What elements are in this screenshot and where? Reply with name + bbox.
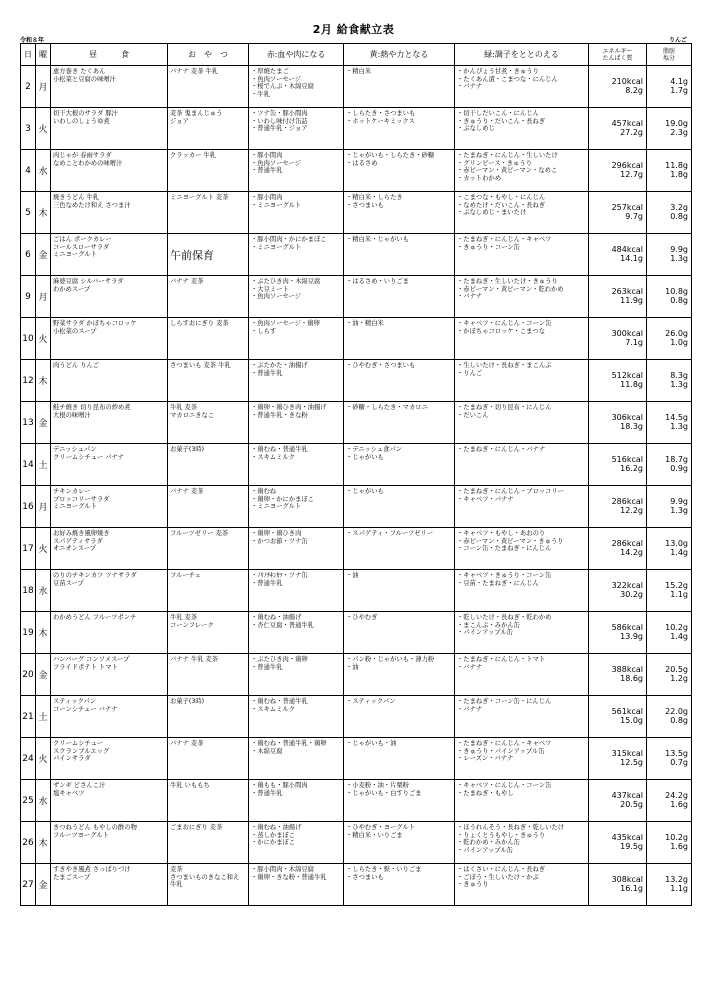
table-row [21, 276, 692, 318]
weekday-cell: 月 [36, 276, 51, 318]
energy-protein-cell [589, 318, 647, 360]
protein-value: 11.9g [620, 295, 643, 305]
lunch-cell: 麻婆豆腐 シルバーサラダ わかめスープ [51, 276, 168, 318]
salt-value: 1.6g [670, 799, 688, 809]
fat-value: 4.1g [670, 77, 688, 86]
red-foods-cell: ・豚小間肉・かにかまぼこ ・ミニヨーグルト [249, 234, 344, 276]
lunch-cell: 肉うどん りんご [51, 360, 168, 402]
fat-value: 26.0g [665, 329, 688, 338]
fat-salt-cell [647, 318, 692, 360]
table-row [21, 864, 692, 906]
table-row [21, 150, 692, 192]
energy-value: 388kcal [611, 665, 643, 674]
menu-body [21, 66, 692, 906]
table-row [21, 528, 692, 570]
red-foods-cell: ・鶏卵・鶏ひき肉・油揚げ ・普通牛乳・きな粉 [249, 402, 344, 444]
protein-value: 12.5g [620, 757, 643, 767]
salt-value: 0.8g [670, 211, 688, 221]
table-row [21, 822, 692, 864]
table-row [21, 696, 692, 738]
weekday-cell: 水 [36, 150, 51, 192]
fat-value: 18.7g [665, 455, 688, 464]
energy-protein-cell [589, 822, 647, 864]
weekday-cell: 月 [36, 486, 51, 528]
fat-salt-cell [647, 360, 692, 402]
yellow-foods-cell: ・精白米・じゃがいも [344, 234, 455, 276]
green-foods-cell: ・キャベツ・にんじん・コーン缶 ・たまねぎ・もやし [455, 780, 589, 822]
salt-value: 1.8g [670, 169, 688, 179]
snack-cell: 牛乳 いももち [168, 780, 249, 822]
yellow-foods-cell: ・精白米 [344, 66, 455, 108]
energy-value: 435kcal [611, 833, 643, 842]
fat-salt-cell [647, 66, 692, 108]
yellow-foods-cell: ・しらたき・さつまいも ・ホットケーキミックス [344, 108, 455, 150]
lunch-cell: 野菜サラダ かぼちゃコロッケ 小松菜のスープ [51, 318, 168, 360]
weekday-cell: 土 [36, 696, 51, 738]
day-cell: 12 [21, 360, 36, 402]
lunch-cell: チキンカレー ブロッコリーサラダ ミニヨーグルト [51, 486, 168, 528]
yellow-foods-cell: ・じゃがいも [344, 486, 455, 528]
header-energy: エネルギー たんぱく質 [589, 44, 647, 66]
energy-protein-cell [589, 864, 647, 906]
fat-value: 14.5g [665, 413, 688, 422]
yellow-foods-cell: ・精白米・しらたき ・さつまいも [344, 192, 455, 234]
salt-value: 1.3g [670, 505, 688, 515]
red-foods-cell: ・豚小間肉 ・魚肉ソーセージ ・普通牛乳 [249, 150, 344, 192]
salt-value: 1.0g [670, 337, 688, 347]
snack-cell: 麦茶 鬼まんじゅう ジョア [168, 108, 249, 150]
snack-cell: ごまおにぎり 麦茶 [168, 822, 249, 864]
day-cell: 19 [21, 612, 36, 654]
salt-value: 1.2g [670, 673, 688, 683]
salt-value: 1.3g [670, 421, 688, 431]
energy-value: 457kcal [611, 119, 643, 128]
weekday-cell: 木 [36, 822, 51, 864]
energy-value: 286kcal [611, 497, 643, 506]
salt-value: 1.1g [670, 883, 688, 893]
snack-cell: バナナ 牛乳 麦茶 [168, 654, 249, 696]
protein-value: 11.8g [620, 379, 643, 389]
red-foods-cell: ・鶏卵・鶏ひき肉 ・かつお節・ツナ缶 [249, 528, 344, 570]
protein-value: 16.1g [620, 883, 643, 893]
green-foods-cell: ・たまねぎ・にんじん・生しいたけ ・グリンピース・きゅうり ・赤ピーマン・黄ピーマン・なめこ ・カットわかめ [455, 150, 589, 192]
day-cell: 6 [21, 234, 36, 276]
energy-protein-cell [589, 360, 647, 402]
fat-salt-cell [647, 570, 692, 612]
yellow-foods-cell: ・砂糖・しらたき・マカロニ [344, 402, 455, 444]
red-foods-cell: ・鶏むね・普通牛乳 ・スキムミルク [249, 696, 344, 738]
fat-salt-cell [647, 276, 692, 318]
yellow-foods-cell: ・はるさめ・いりごま [344, 276, 455, 318]
header-weekday: 曜 [36, 44, 51, 66]
yellow-foods-cell: ・ひやむぎ [344, 612, 455, 654]
lunch-cell: クリームシチュー スクランブルエッグ パインサラダ [51, 738, 168, 780]
fat-salt-cell [647, 738, 692, 780]
snack-cell: お菓子(3時) [168, 444, 249, 486]
energy-protein-cell [589, 612, 647, 654]
day-cell: 13 [21, 402, 36, 444]
day-cell: 4 [21, 150, 36, 192]
protein-value: 8.2g [625, 85, 643, 95]
lunch-cell: すきやき風煮 さっぱりづけ たまごスープ [51, 864, 168, 906]
protein-value: 14.2g [620, 547, 643, 557]
fat-salt-cell [647, 402, 692, 444]
day-cell: 27 [21, 864, 36, 906]
red-foods-cell: ・鶏むね・油揚げ ・杏仁豆腐・普通牛乳 [249, 612, 344, 654]
fat-salt-cell [647, 150, 692, 192]
green-foods-cell: ・キャベツ・きゅうり・コーン缶 ・豆苗・たまねぎ・にんじん [455, 570, 589, 612]
lunch-cell: お好み焼き風卵焼き スパゲティサラダ オニオンスープ [51, 528, 168, 570]
energy-protein-cell [589, 66, 647, 108]
table-row [21, 612, 692, 654]
salt-value: 1.7g [670, 85, 688, 95]
salt-value: 0.7g [670, 757, 688, 767]
fat-value: 22.0g [665, 707, 688, 716]
salt-value: 1.4g [670, 631, 688, 641]
day-cell: 21 [21, 696, 36, 738]
fat-salt-cell [647, 822, 692, 864]
weekday-cell: 月 [36, 66, 51, 108]
red-foods-cell: ・魚肉ソーセージ・鶏卵 ・しらす [249, 318, 344, 360]
fat-value: 19.0g [665, 119, 688, 128]
energy-value: 437kcal [611, 791, 643, 800]
red-foods-cell: ・豚小間肉・木綿豆腐 ・鶏卵・きな粉・普通牛乳 [249, 864, 344, 906]
snack-cell: バナナ 麦茶 [168, 276, 249, 318]
protein-value: 7.1g [625, 337, 643, 347]
salt-value: 0.8g [670, 295, 688, 305]
green-foods-cell: ・はくさい・にんじん・長ねぎ ・ごぼう・生しいたけ・かぶ ・きゅうり [455, 864, 589, 906]
green-foods-cell: ・こまつな・もやし・にんじん ・なめたけ・だいこん・長ねぎ ・ぶなしめじ・まいたけ [455, 192, 589, 234]
day-cell: 14 [21, 444, 36, 486]
green-foods-cell: ・乾しいたけ・長ねぎ・乾わかめ ・まこんぶ・みかん缶 ・パインアップル缶 [455, 612, 589, 654]
lunch-cell: 焼きうどん 牛乳 三色なめたけ和え さつま汁 [51, 192, 168, 234]
weekday-cell: 木 [36, 360, 51, 402]
fat-value: 8.3g [670, 371, 688, 380]
lunch-cell: ハンバーグ コンソメスープ フライドポテト トマト [51, 654, 168, 696]
lunch-cell: 鮭チ焼き 切り昆布の炒め煮 大根の味噌汁 [51, 402, 168, 444]
snack-cell: 麦茶 さつまいものきなこ和え 牛乳 [168, 864, 249, 906]
day-cell: 17 [21, 528, 36, 570]
fat-value: 3.2g [670, 203, 688, 212]
snack-cell: さつまいも 麦茶 牛乳 [168, 360, 249, 402]
energy-protein-cell [589, 528, 647, 570]
fat-value: 11.8g [665, 161, 688, 170]
fat-salt-cell [647, 528, 692, 570]
table-row [21, 66, 692, 108]
fat-value: 10.8g [665, 287, 688, 296]
green-foods-cell: ・たまねぎ・切り昆布・にんじん ・だいこん [455, 402, 589, 444]
snack-cell: バナナ 麦茶 [168, 738, 249, 780]
table-row [21, 654, 692, 696]
green-foods-cell: ・ほうれんそう・長ねぎ・乾しいたけ ・りょくとうもやし・きゅうり ・乾わかめ・みかん缶 ・パインアップル缶 [455, 822, 589, 864]
protein-value: 14.1g [620, 253, 643, 263]
fat-value: 10.2g [665, 833, 688, 842]
fat-value: 24.2g [665, 791, 688, 800]
red-foods-cell: ・ぶたひき肉・木綿豆腐 ・大豆ミート ・魚肉ソーセージ [249, 276, 344, 318]
fat-salt-cell [647, 654, 692, 696]
day-cell: 25 [21, 780, 36, 822]
weekday-cell: 土 [36, 444, 51, 486]
page-title: 2月 給食献立表 [312, 23, 395, 36]
fat-salt-cell [647, 108, 692, 150]
fat-salt-cell [647, 696, 692, 738]
yellow-foods-cell: ・小麦粉・油・片栗粉 ・じゃがいも・白すりごま [344, 780, 455, 822]
fat-value: 13.0g [665, 539, 688, 548]
energy-value: 296kcal [611, 161, 643, 170]
green-foods-cell: ・たまねぎ・コーン缶・にんじん ・バナナ [455, 696, 589, 738]
weekday-cell: 火 [36, 318, 51, 360]
yellow-foods-cell: ・ひやむぎ・さつまいも [344, 360, 455, 402]
lunch-cell: きつねうどん もやしの酢の物 フルーツヨーグルト [51, 822, 168, 864]
snack-cell: ミニヨーグルト 麦茶 [168, 192, 249, 234]
table-header-row [21, 44, 692, 66]
day-cell: 16 [21, 486, 36, 528]
protein-value: 19.5g [620, 841, 643, 851]
energy-protein-cell [589, 444, 647, 486]
fat-salt-cell [647, 612, 692, 654]
school-label: りんご [668, 37, 687, 44]
salt-value: 1.4g [670, 547, 688, 557]
day-cell: 9 [21, 276, 36, 318]
energy-protein-cell [589, 738, 647, 780]
protein-value: 13.9g [620, 631, 643, 641]
weekday-cell: 火 [36, 738, 51, 780]
protein-value: 9.7g [625, 211, 643, 221]
weekday-cell: 金 [36, 402, 51, 444]
weekday-cell: 火 [36, 528, 51, 570]
snack-cell: しらすおにぎり 麦茶 [168, 318, 249, 360]
fat-value: 9.9g [670, 245, 688, 254]
energy-value: 263kcal [611, 287, 643, 296]
lunch-cell: わかめうどん フルーツポンチ [51, 612, 168, 654]
weekday-cell: 木 [36, 612, 51, 654]
red-foods-cell: ・鶏もも・豚小間肉 ・普通牛乳 [249, 780, 344, 822]
table-row [21, 444, 692, 486]
salt-value: 1.1g [670, 589, 688, 599]
energy-value: 257kcal [611, 203, 643, 212]
snack-cell: フルーツゼリー 麦茶 [168, 528, 249, 570]
protein-value: 12.7g [620, 169, 643, 179]
header-fat: 脂肪 塩分 [647, 44, 692, 66]
lunch-cell: 肉じゃが 春雨サラダ なめことわかめの味噌汁 [51, 150, 168, 192]
green-foods-cell: ・キャベツ・もやし・あおのり ・赤ピーマン・黄ピーマン・きゅうり ・コーン缶・たまねぎ・にんじん [455, 528, 589, 570]
table-row [21, 318, 692, 360]
red-foods-cell: ・ﾉﾘﾉﾁｷﾝｶﾂ・ツナ缶 ・普通牛乳 [249, 570, 344, 612]
day-cell: 3 [21, 108, 36, 150]
fat-value: 13.5g [665, 749, 688, 758]
protein-value: 18.6g [620, 673, 643, 683]
day-cell: 2 [21, 66, 36, 108]
weekday-cell: 木 [36, 192, 51, 234]
fat-salt-cell [647, 234, 692, 276]
energy-protein-cell [589, 570, 647, 612]
day-cell: 18 [21, 570, 36, 612]
yellow-foods-cell: ・ひやむぎ・ヨーグルト ・精白米・いりごま [344, 822, 455, 864]
salt-value: 1.3g [670, 379, 688, 389]
header-green: 緑:調子をととのえる [455, 44, 589, 66]
energy-protein-cell [589, 402, 647, 444]
snack-cell: 牛乳 麦茶 マカロニきなこ [168, 402, 249, 444]
fat-value: 15.2g [665, 581, 688, 590]
fat-value: 9.9g [670, 497, 688, 506]
energy-value: 306kcal [611, 413, 643, 422]
green-foods-cell: ・キャベツ・にんじん・コーン缶 ・かぼちゃコロッケ・こまつな [455, 318, 589, 360]
fat-value: 10.2g [665, 623, 688, 632]
protein-value: 15.0g [620, 715, 643, 725]
green-foods-cell: ・かんぴょう甘煮・きゅうり ・たくあん漬・こまつな・にんじん ・バナナ [455, 66, 589, 108]
energy-protein-cell [589, 276, 647, 318]
energy-value: 210kcal [611, 77, 643, 86]
energy-protein-cell [589, 234, 647, 276]
header-red: 赤:血や肉になる [249, 44, 344, 66]
lunch-cell: のりのチキンカツ ツナサラダ 豆苗スープ [51, 570, 168, 612]
green-foods-cell: ・たまねぎ・にんじん・トマト ・バナナ [455, 654, 589, 696]
red-foods-cell: ・豚小間肉 ・ミニヨーグルト [249, 192, 344, 234]
day-cell: 10 [21, 318, 36, 360]
yellow-foods-cell: ・油 [344, 570, 455, 612]
weekday-cell: 金 [36, 234, 51, 276]
header-lunch: 昼 食 [51, 44, 168, 66]
salt-value: 1.6g [670, 841, 688, 851]
protein-value: 16.2g [620, 463, 643, 473]
weekday-cell: 金 [36, 864, 51, 906]
red-foods-cell: ・鶏むね・普通牛乳 ・スキムミルク [249, 444, 344, 486]
energy-value: 512kcal [611, 371, 643, 380]
day-cell: 24 [21, 738, 36, 780]
red-foods-cell: ・ぶたひき肉・鶏卵 ・普通牛乳 [249, 654, 344, 696]
fat-salt-cell [647, 444, 692, 486]
yellow-foods-cell: ・パン粉・じゃがいも・薄力粉 ・油 [344, 654, 455, 696]
energy-value: 484kcal [611, 245, 643, 254]
energy-value: 315kcal [611, 749, 643, 758]
table-row [21, 234, 692, 276]
energy-value: 586kcal [611, 623, 643, 632]
snack-cell: バナナ 麦茶 牛乳 [168, 66, 249, 108]
green-foods-cell: ・たまねぎ・にんじん・ブロッコリー ・キャベツ・バナナ [455, 486, 589, 528]
table-row [21, 570, 692, 612]
energy-value: 286kcal [611, 539, 643, 548]
snack-cell: フルーチェ [168, 570, 249, 612]
energy-protein-cell [589, 150, 647, 192]
energy-protein-cell [589, 696, 647, 738]
table-row [21, 738, 692, 780]
snack-cell: 牛乳 麦茶 コーンフレーク [168, 612, 249, 654]
green-foods-cell: ・たまねぎ・生しいたけ・きゅうり ・赤ピーマン・黄ピーマン・乾わかめ ・バナナ [455, 276, 589, 318]
protein-value: 12.2g [620, 505, 643, 515]
lunch-cell: 切干大根のサラダ 豚汁 いわしのしょうゆ煮 [51, 108, 168, 150]
lunch-cell: 恵方巻き たくあん 小松菜と豆腐の味噌汁 [51, 66, 168, 108]
energy-protein-cell [589, 192, 647, 234]
fat-salt-cell [647, 486, 692, 528]
fat-salt-cell [647, 192, 692, 234]
energy-value: 322kcal [611, 581, 643, 590]
red-foods-cell: ・ツナ缶・豚小間肉 ・いわし味付け缶詰 ・普通牛乳・ジョア [249, 108, 344, 150]
salt-value: 0.9g [670, 463, 688, 473]
lunch-cell: スティックパン コーンシチュー バナナ [51, 696, 168, 738]
day-cell: 5 [21, 192, 36, 234]
header-yellow: 黄:熱や力となる [344, 44, 455, 66]
snack-cell: 午前保育 [168, 234, 249, 276]
protein-value: 18.3g [620, 421, 643, 431]
red-foods-cell: ・鶏むね・油揚げ ・蒸しかまぼこ ・かにかまぼこ [249, 822, 344, 864]
lunch-cell: ごはん ポークカレー コールスローサラダ ミニヨーグルト [51, 234, 168, 276]
menu-table [20, 43, 692, 906]
weekday-cell: 火 [36, 108, 51, 150]
yellow-foods-cell: ・しらたき・麩・いりごま ・さつまいも [344, 864, 455, 906]
energy-value: 516kcal [611, 455, 643, 464]
protein-value: 30.2g [620, 589, 643, 599]
table-row [21, 360, 692, 402]
energy-value: 561kcal [611, 707, 643, 716]
lunch-cell: ザンギ どさんこ汁 塩キャベツ [51, 780, 168, 822]
table-row [21, 780, 692, 822]
snack-cell: バナナ 麦茶 [168, 486, 249, 528]
green-foods-cell: ・たまねぎ・にんじん・キャベツ ・きゅうり・パインアップル缶 ・レーズン・バナナ [455, 738, 589, 780]
red-foods-cell: ・厚焼たまご ・魚肉ソーセージ ・桜でんぶ・木綿豆腐 ・牛乳 [249, 66, 344, 108]
header-snack: お や つ [168, 44, 249, 66]
yellow-foods-cell: ・じゃがいも・しらたき・砂糖 ・はるさめ [344, 150, 455, 192]
energy-value: 308kcal [611, 875, 643, 884]
salt-value: 2.3g [670, 127, 688, 137]
green-foods-cell: ・切干しだいこん・にんじん ・きゅうり・だいこん・長ねぎ ・ぶなしめじ [455, 108, 589, 150]
fat-value: 20.5g [665, 665, 688, 674]
table-row [21, 402, 692, 444]
fat-value: 13.2g [665, 875, 688, 884]
protein-value: 27.2g [620, 127, 643, 137]
weekday-cell: 水 [36, 780, 51, 822]
weekday-cell: 金 [36, 654, 51, 696]
day-cell: 20 [21, 654, 36, 696]
day-cell: 26 [21, 822, 36, 864]
fat-salt-cell [647, 780, 692, 822]
yellow-foods-cell: ・スパゲティ・フルーツゼリー [344, 528, 455, 570]
fat-salt-cell [647, 864, 692, 906]
green-foods-cell: ・生しいたけ・長ねぎ・まこんぶ ・りんご [455, 360, 589, 402]
salt-value: 1.3g [670, 253, 688, 263]
snack-cell: お菓子(3時) [168, 696, 249, 738]
green-foods-cell: ・たまねぎ・にんじん・バナナ [455, 444, 589, 486]
salt-value: 0.8g [670, 715, 688, 725]
table-row [21, 192, 692, 234]
yellow-foods-cell: ・じゃがいも・油 [344, 738, 455, 780]
energy-protein-cell [589, 654, 647, 696]
red-foods-cell: ・鶏むね ・鶏卵・かにかまぼこ ・ミニヨーグルト [249, 486, 344, 528]
protein-value: 20.5g [620, 799, 643, 809]
yellow-foods-cell: ・油・精白米 [344, 318, 455, 360]
table-row [21, 108, 692, 150]
yellow-foods-cell: ・デニッシュ食パン ・じゃがいも [344, 444, 455, 486]
energy-protein-cell [589, 486, 647, 528]
yellow-foods-cell: ・スティックパン [344, 696, 455, 738]
snack-cell: クラッカー 牛乳 [168, 150, 249, 192]
era-label: 令和８年 [20, 37, 45, 44]
lunch-cell: デニッシュパン クリームシチュー バナナ [51, 444, 168, 486]
red-foods-cell: ・ぶたかた・油揚げ ・普通牛乳 [249, 360, 344, 402]
green-foods-cell: ・たまねぎ・にんじん・キャベツ ・きゅうり・コーン缶 [455, 234, 589, 276]
table-row [21, 486, 692, 528]
energy-protein-cell [589, 108, 647, 150]
energy-protein-cell [589, 780, 647, 822]
energy-value: 300kcal [611, 329, 643, 338]
red-foods-cell: ・鶏むね・普通牛乳・鶏卵 ・木綿豆腐 [249, 738, 344, 780]
header-day: 日 [21, 44, 36, 66]
weekday-cell: 水 [36, 570, 51, 612]
